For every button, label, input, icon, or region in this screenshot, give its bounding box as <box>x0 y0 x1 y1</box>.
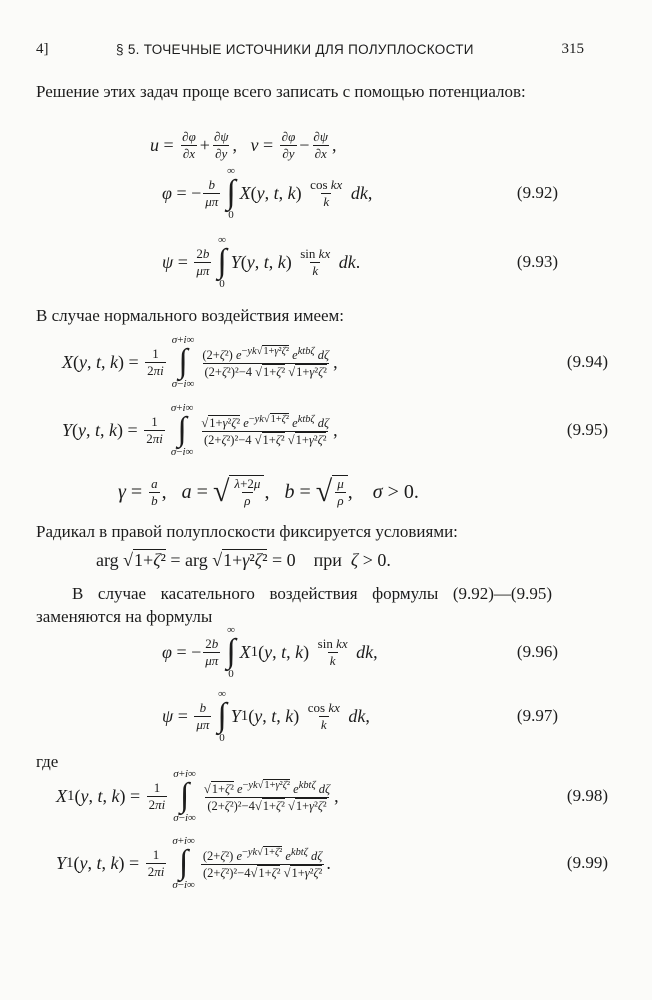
equation-number: (9.95) <box>566 420 608 439</box>
equation-number: (9.94) <box>566 352 608 371</box>
equation-uv: u = $\frac{\partial\varphi}{\partial x}$ + $\frac{\partial\psi}{\partial y}$ , v = $\frac{\partial\varphi}{\partial y}$ − $\frac{\partial\psi}{\partial x}$ , <box>150 128 337 161</box>
paragraph-3: Радикал в правой полуплоскости фиксируется условиями: <box>36 522 458 541</box>
equation-9-95: Y ( y , t , k ) = $\frac{1}{2\pi i}$ σ+i∞ ∫ σ−i∞ $\frac{√1+\gamma^2\zeta^2 e^{-yk√1+\zeta^2} e^{ktb\zeta} d\zeta}{\text{(2+ζ²)²−4 √1+ζ² √1+γ²ζ²}}$ , (9.95) <box>62 402 608 458</box>
equation-number: (9.92) <box>516 183 558 202</box>
equation-number: (9.97) <box>516 706 558 725</box>
equation-number: (9.99) <box>566 853 608 872</box>
equation-9-98: X 1 ( y , t , k ) = $\frac{1}{2\pi i}$ σ+i∞ ∫ σ−i∞ $\frac{√1+\zeta^2 e^{-yk√1+\gamma^2\zeta^2} e^{kbt\zeta} d\zeta}{\text{(2+ζ²)²−4√1+ζ² √1+γ²ζ²}}$ , (9.98) <box>56 768 608 824</box>
equation-arg: arg √ 1+ζ² = arg √ 1+γ²ζ² = 0 при ζ > 0. <box>96 549 391 570</box>
equation-9-93: ψ = $\frac{2b}{\mu\pi}$ ∞ ∫ 0 Y ( y , t , k ) $\frac{\text{sin kx}}{k}$ dk . (9.93) <box>162 234 558 290</box>
equation-9-94: X ( y , t , k ) = $\frac{1}{2\pi i}$ σ+i∞ ∫ σ−i∞ $\frac{(2+\zeta^2) e^{-yk√1+\gamma^2\zeta^2} e^{ktb\zeta} d\zeta}{\text{(2+ζ²)²−4 √1+ζ² √1+γ²ζ²}}$ , (9.94) <box>62 334 608 390</box>
equation-9-92: φ = − $\frac{b}{\mu\pi}$ ∞ ∫ 0 X ( y , t , k ) $\frac{\text{cos kx}}{k}$ dk , (9.92) <box>162 165 558 221</box>
equation-number: (9.93) <box>516 252 558 271</box>
equation-parameters: γ = $\frac{a}{b}$ , a = √ $\frac{\lambda+2\mu}{\rho}$ , b = √ $\frac{\mu}{\rho}$ , σ > 0. <box>118 475 419 508</box>
running-header <box>36 41 584 63</box>
chapter-number: 4] <box>36 41 49 57</box>
equation-9-97: ψ = $\frac{b}{\mu\pi}$ ∞ ∫ 0 Y 1 ( y , t , k ) $\frac{\text{cos kx}}{k}$ dk , (9.97) <box>162 688 558 744</box>
page-number: 315 <box>561 41 584 57</box>
running-title: § 5. ТОЧЕЧНЫЕ ИСТОЧНИКИ ДЛЯ ПОЛУПЛОСКОСТИ <box>116 42 474 57</box>
equation-number: (9.98) <box>566 786 608 805</box>
equation-9-96: φ = − $\frac{2b}{\mu\pi}$ ∞ ∫ 0 X 1 ( y , t , k ) $\frac{\text{sin kx}}{k}$ dk , (9.96) <box>162 624 558 680</box>
paragraph-2: В случае нормального воздействия имеем: <box>36 306 345 325</box>
paragraph-1: Решение этих задач проще всего записать с помощью потенциалов: <box>36 82 526 101</box>
equation-9-99: Y 1 ( y , t , k ) = $\frac{1}{2\pi i}$ σ+i∞ ∫ σ−i∞ $\frac{(2+\zeta^2) e^{-yk√1+\zeta^2} e^{kbt\zeta} d\zeta}{\text{(2+ζ²)²−4√1+ζ² √1+γ²ζ²}}$ . (9.99) <box>56 835 608 891</box>
equation-number: (9.96) <box>516 642 558 661</box>
paragraph-5: где <box>36 752 59 771</box>
paragraph-4: В случае касательного воздействия формулы (9.92)—(9.95) заменяются на формулы <box>36 584 552 626</box>
